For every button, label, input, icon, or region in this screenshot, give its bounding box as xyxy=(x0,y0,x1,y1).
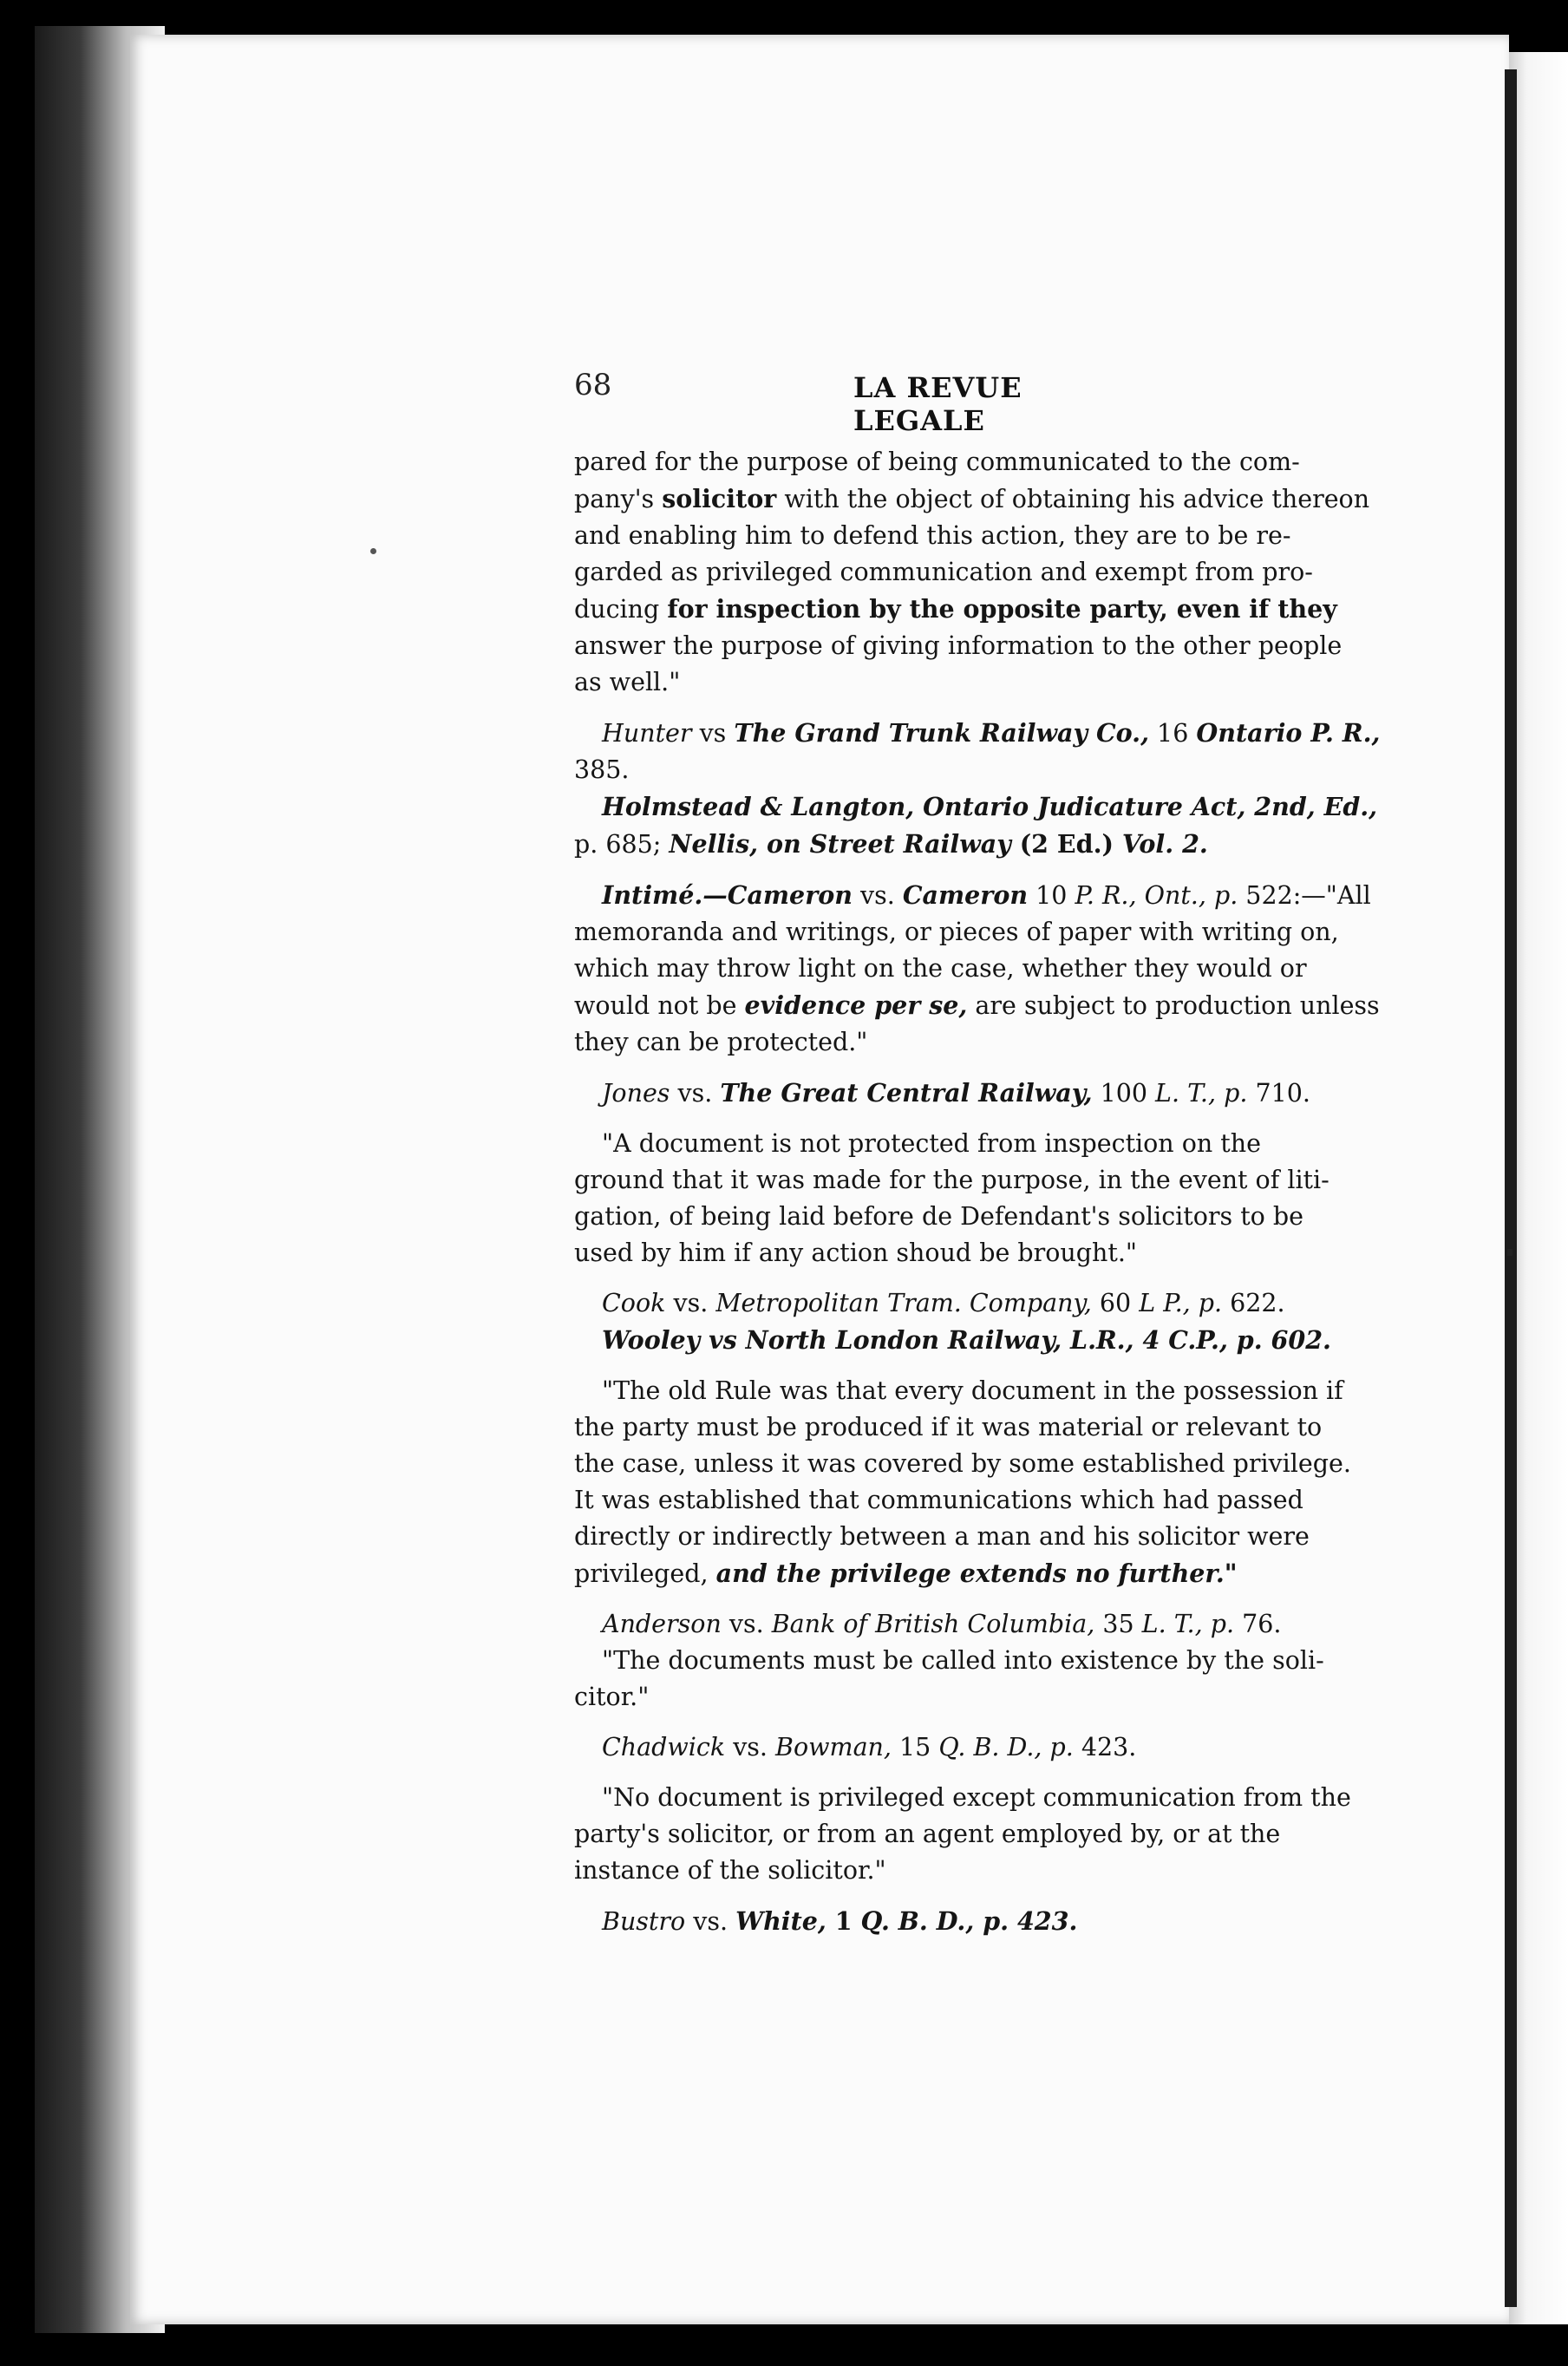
citation-party: The Grand Trunk Railway Co., xyxy=(734,718,1149,748)
citation-party: White, xyxy=(735,1906,826,1936)
text-line: pany's xyxy=(574,485,663,513)
text-line: answer the purpose of giving information to the other people xyxy=(574,631,1343,660)
citation-holmstead xyxy=(574,788,1408,863)
citation-bustro xyxy=(574,1903,1408,1940)
article-body xyxy=(574,444,1408,1940)
citation-wooley xyxy=(574,1322,1408,1359)
citation-page: 423. xyxy=(1073,1733,1137,1761)
citation-vs: vs. xyxy=(725,1733,776,1761)
citation-page: p. 685; xyxy=(574,830,670,859)
right-page-edge xyxy=(1509,52,1568,2324)
text-line: privileged, xyxy=(574,1559,716,1588)
text-bold-italic: and the privilege extends no further." xyxy=(715,1559,1238,1588)
citation-party: Intimé.—Cameron xyxy=(602,880,853,910)
citation-reporter: P. R., Ont., p. xyxy=(1075,881,1238,910)
citation-party: The Great Central Railway, xyxy=(720,1078,1093,1108)
paragraph-privileged-communication xyxy=(574,444,1408,701)
citation-vs: vs xyxy=(691,719,735,748)
text-line: "No document is privileged except communication from the xyxy=(602,1783,1351,1812)
text-line: the party must be produced if it was material or relevant to xyxy=(574,1413,1323,1441)
citation-party: Hunter xyxy=(602,719,692,748)
citation-number: 15 xyxy=(891,1733,939,1761)
text-line: directly or indirectly between a man and his solicitor were xyxy=(574,1522,1310,1551)
citation-party: Bank of British Columbia, xyxy=(771,1610,1095,1638)
citation-party: Bustro xyxy=(602,1907,686,1936)
citation-party: Jones xyxy=(602,1079,670,1108)
page-number: 68 xyxy=(574,368,612,402)
citation-number: 16 xyxy=(1149,719,1197,748)
citation-vs: vs. xyxy=(852,881,903,910)
citation-edition: (2 Ed.) xyxy=(1010,829,1122,859)
citation-jones xyxy=(574,1075,1408,1112)
text-line: as well." xyxy=(574,668,681,696)
citation-number: 10 xyxy=(1028,881,1075,910)
ink-speck xyxy=(370,548,376,554)
page-header xyxy=(574,368,1136,437)
citation-party: Bowman, xyxy=(775,1733,892,1761)
citation-work: Nellis, on Street Railway xyxy=(669,829,1011,859)
citation-page: 385. xyxy=(574,755,630,784)
text-line: It was established that communications which had passed xyxy=(574,1486,1303,1514)
text-line: "The documents must be called into existence by the soli- xyxy=(602,1646,1324,1675)
paragraph-document-not-protected xyxy=(574,1126,1408,1271)
citation-party: Metropolitan Tram. Company, xyxy=(715,1289,1092,1317)
text-line: "The old Rule was that every document in the possession if xyxy=(602,1376,1343,1405)
citation-reporter: L. T., p. xyxy=(1141,1610,1235,1638)
text-line: ducing xyxy=(574,595,668,624)
text-line: citor." xyxy=(574,1683,650,1711)
text-line: with the object of obtaining his advice thereon xyxy=(776,485,1370,513)
citation-chadwick xyxy=(574,1729,1408,1766)
text-line: the case, unless it was covered by some established privilege. xyxy=(574,1449,1351,1478)
text-line: and enabling him to defend this action, they are to be re- xyxy=(574,521,1291,550)
text-line: used by him if any action shoud be brought." xyxy=(574,1239,1138,1267)
text-line: "A document is not protected from inspection on the xyxy=(602,1129,1261,1158)
citation-page: 76. xyxy=(1234,1610,1282,1638)
running-title: LA REVUE LEGALE xyxy=(853,371,1022,437)
citation-page: 622. xyxy=(1222,1289,1285,1317)
text-line: party's solicitor, or from an agent employed by, or at the xyxy=(574,1820,1281,1848)
paragraph-cameron xyxy=(574,877,1408,1061)
ink-speck-right xyxy=(1507,1249,1512,1256)
citation-work: Holmstead & Langton, Ontario Judicature Act, 2nd, Ed., xyxy=(602,792,1378,821)
citation-vs: vs. xyxy=(670,1079,721,1108)
text-line: pared for the purpose of being communicated to the com- xyxy=(574,448,1300,476)
citation-page: 710. xyxy=(1247,1079,1310,1108)
citation-number: 100 xyxy=(1092,1079,1156,1108)
text-line: garded as privileged communication and exempt from pro- xyxy=(574,558,1313,586)
citation-vs: vs. xyxy=(721,1610,772,1638)
paragraph-old-rule xyxy=(574,1373,1408,1592)
paragraph-called-into-existence xyxy=(574,1643,1408,1716)
citation-number: 1 xyxy=(826,1906,861,1936)
text-bold-italic: evidence per se, xyxy=(744,990,968,1020)
citation-number: 35 xyxy=(1094,1610,1142,1638)
right-dark-border xyxy=(1505,69,1517,2307)
citation-cook xyxy=(574,1285,1408,1322)
text-line: they can be protected." xyxy=(574,1028,868,1056)
paragraph-no-document-privileged xyxy=(574,1780,1408,1889)
citation-number: 60 xyxy=(1091,1289,1140,1317)
citation-reporter: L P., p. xyxy=(1139,1289,1223,1317)
citation-full: Wooley vs North London Railway, L.R., 4 C.P., p. 602. xyxy=(602,1325,1331,1355)
text-line: memoranda and writings, or pieces of paper with writing on, xyxy=(574,918,1339,946)
citation-vs: vs. xyxy=(685,1907,736,1936)
citation-party: Cook xyxy=(602,1289,666,1317)
citation-party: Anderson xyxy=(602,1610,722,1638)
citation-reporter: L. T., p. xyxy=(1155,1079,1248,1108)
citation-party: Cameron xyxy=(902,880,1029,910)
text-line: which may throw light on the case, whether they would or xyxy=(574,954,1307,983)
citation-volume: Vol. 2. xyxy=(1121,829,1208,859)
text-line: ground that it was made for the purpose, in the event of liti- xyxy=(574,1166,1330,1194)
citation-reporter: Q. B. D., p. 423. xyxy=(860,1906,1078,1936)
text-bold: solicitor xyxy=(662,484,777,513)
citation-party: Chadwick xyxy=(602,1733,726,1761)
citation-hunter xyxy=(574,715,1408,788)
text-line: would not be xyxy=(574,991,745,1020)
citation-anderson xyxy=(574,1606,1408,1643)
text-line: instance of the solicitor." xyxy=(574,1856,886,1885)
text-line: gation, of being laid before de Defendant's solicitors to be xyxy=(574,1202,1303,1231)
text-line: are subject to production unless xyxy=(967,991,1380,1020)
citation-reporter: Q. B. D., p. xyxy=(938,1733,1074,1761)
citation-reporter: Ontario P. R., xyxy=(1196,718,1381,748)
citation-vs: vs. xyxy=(665,1289,716,1317)
text-bold: for inspection by the opposite party, even if they xyxy=(667,594,1337,624)
citation-page: 522:—"All xyxy=(1238,881,1371,910)
